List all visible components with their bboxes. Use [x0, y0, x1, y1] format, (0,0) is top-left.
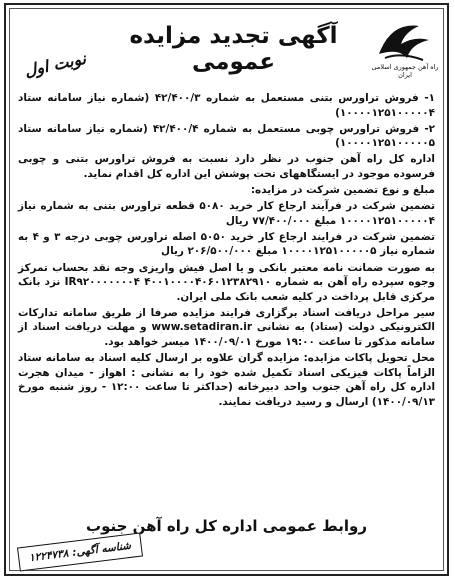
documents-paragraph: سیر مراحل دریافت اسناد برگزاری فرایند مزایده صرفا از طریق سامانه تدارکات الکترونیکی دولت (ستاد) به نشانی www.setadiran.ir و مهلت دریافت اسناد از سامانه مذکور تا ساعت ۱۹:۰۰ مورخ ۱۴۰۰/۰۹/۰۱ میسر خواهد بود. — [18, 306, 435, 348]
notice-header — [10, 9, 443, 87]
guarantee-wooden: تضمین شرکت در فرایند ارجاع کار خرید ۵۰۵۰ اصله تراورس چوبی درجه ۳ و ۴ به شماره نیاز ۱۰۰۰۰۱۲۵۱۰۰۰۰۰۵ مبلغ ۲۰۶/۵۰۰/۰۰۰ ریال — [18, 230, 435, 258]
notice-body — [18, 91, 435, 411]
ad-id-stamp — [17, 533, 143, 572]
guarantee-heading: مبلغ و نوع تضمین شرکت در مزایده: — [250, 184, 435, 197]
intro-paragraph: اداره کل راه آهن جنوب در نظر دارد نسبت به فروش تراورس بتنی و چوبی فرسوده موجود در ایستگاههای تحت پوشش این اداره کل اقدام نماید. — [18, 153, 435, 180]
ad-id-label: شناسه آگهی: — [71, 539, 132, 559]
notice-frame — [4, 3, 449, 576]
page-title: آگهی تجدید مزایده عمومی — [129, 23, 338, 75]
signature: روابط عمومی اداره کل راه آهن جنوب — [86, 517, 367, 535]
nobat-label: نوبت اول — [22, 48, 88, 81]
notice-inner-border — [9, 8, 444, 571]
delivery-paragraph: محل تحویل پاکات مزایده: مزایده گران علاوه بر ارسال کلیه اسناد به سامانه ستاد الزاماً پاکات فیزیکی اسناد تکمیل شده خود را به نشانی : اهواز - میدان هجرت اداره کل راه آهن جنوب واحد دبیرخانه (حداکثر تا ساعت ۱۲:۰۰ - روز شنبه مورخ ۱۴۰۰/۰۹/۱۳) ارسال و رسید دریافت نمایند. — [18, 352, 436, 408]
guarantee-concrete: تضمین شرکت در فرآیند ارجاع کار خرید ۵۰۸۰ قطعه تراورس بتنی به شماره نیاز ۱۰۰۰۰۱۲۵۱۰۰۰۰۰۴ مبلغ ۷۷/۴۰۰/۰۰۰ ریال — [18, 200, 435, 227]
item-1-concrete-sleepers: ۱- فروش تراورس بتنی مستعمل به شماره ۴۲/۴۰۰/۳ (شماره نیاز سامانه ستاد ۱۰۰۰۰۱۲۵۱۰۰۰۰۰۴) — [18, 92, 435, 119]
payment-paragraph: به صورت ضمانت نامه معتبر بانکی و یا اصل فیش واریزی وجه نقد بحساب تمرکز وجوه سپرده راه آهن به شماره ۴۰۰۱۰۰۰۰۴۰۶۰۱۲۳۸۲۹۱۰ IR۹۲۰۰۰۰۰۰۰۴ نزد بانک مرکزی قابل پرداخت در کلیه شعب بانک ملی ایران. — [18, 261, 435, 303]
ad-id-number: ۱۲۲۴۷۳۸ — [28, 547, 70, 565]
item-2-wooden-sleepers: ۲- فروش تراورس چوبی مستعمل به شماره ۴۲/۴۰۰/۴ (شماره نیاز سامانه ستاد ۱۰۰۰۰۱۲۵۱۰۰۰۰۰۵) — [18, 122, 435, 150]
logo-caption: راه آهن جمهوری اسلامی ایران — [371, 63, 439, 79]
